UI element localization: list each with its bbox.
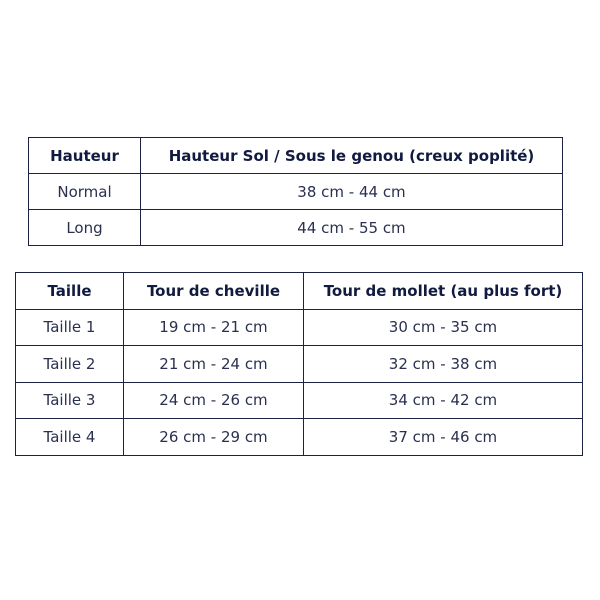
header-taille: Taille: [16, 273, 124, 310]
cell-calf-range: 32 cm - 38 cm: [304, 346, 583, 383]
cell-ankle-range: 21 cm - 24 cm: [124, 346, 304, 383]
table-row: [29, 210, 563, 246]
cell-ankle-range: 26 cm - 29 cm: [124, 419, 304, 456]
cell-size-label: Taille 2: [16, 346, 124, 383]
cell-ankle-range: 24 cm - 26 cm: [124, 382, 304, 419]
table-row: [16, 419, 583, 456]
cell-size-label: Taille 3: [16, 382, 124, 419]
cell-ankle-range: 19 cm - 21 cm: [124, 309, 304, 346]
table-row: [16, 346, 583, 383]
header-hauteur: Hauteur: [29, 138, 141, 174]
cell-size-label: Taille 4: [16, 419, 124, 456]
cell-height-range: 44 cm - 55 cm: [141, 210, 563, 246]
cell-height-label: Normal: [29, 174, 141, 210]
table-header-row: [16, 273, 583, 310]
height-table: [28, 137, 563, 246]
cell-calf-range: 37 cm - 46 cm: [304, 419, 583, 456]
cell-calf-range: 34 cm - 42 cm: [304, 382, 583, 419]
table-row: [16, 309, 583, 346]
cell-height-label: Long: [29, 210, 141, 246]
table-header-row: [29, 138, 563, 174]
table-row: [29, 174, 563, 210]
size-table: [15, 272, 583, 456]
table-row: [16, 382, 583, 419]
header-hauteur-sol: Hauteur Sol / Sous le genou (creux poplité): [141, 138, 563, 174]
header-tour-de-cheville: Tour de cheville: [124, 273, 304, 310]
cell-calf-range: 30 cm - 35 cm: [304, 309, 583, 346]
header-tour-de-mollet: Tour de mollet (au plus fort): [304, 273, 583, 310]
cell-height-range: 38 cm - 44 cm: [141, 174, 563, 210]
cell-size-label: Taille 1: [16, 309, 124, 346]
